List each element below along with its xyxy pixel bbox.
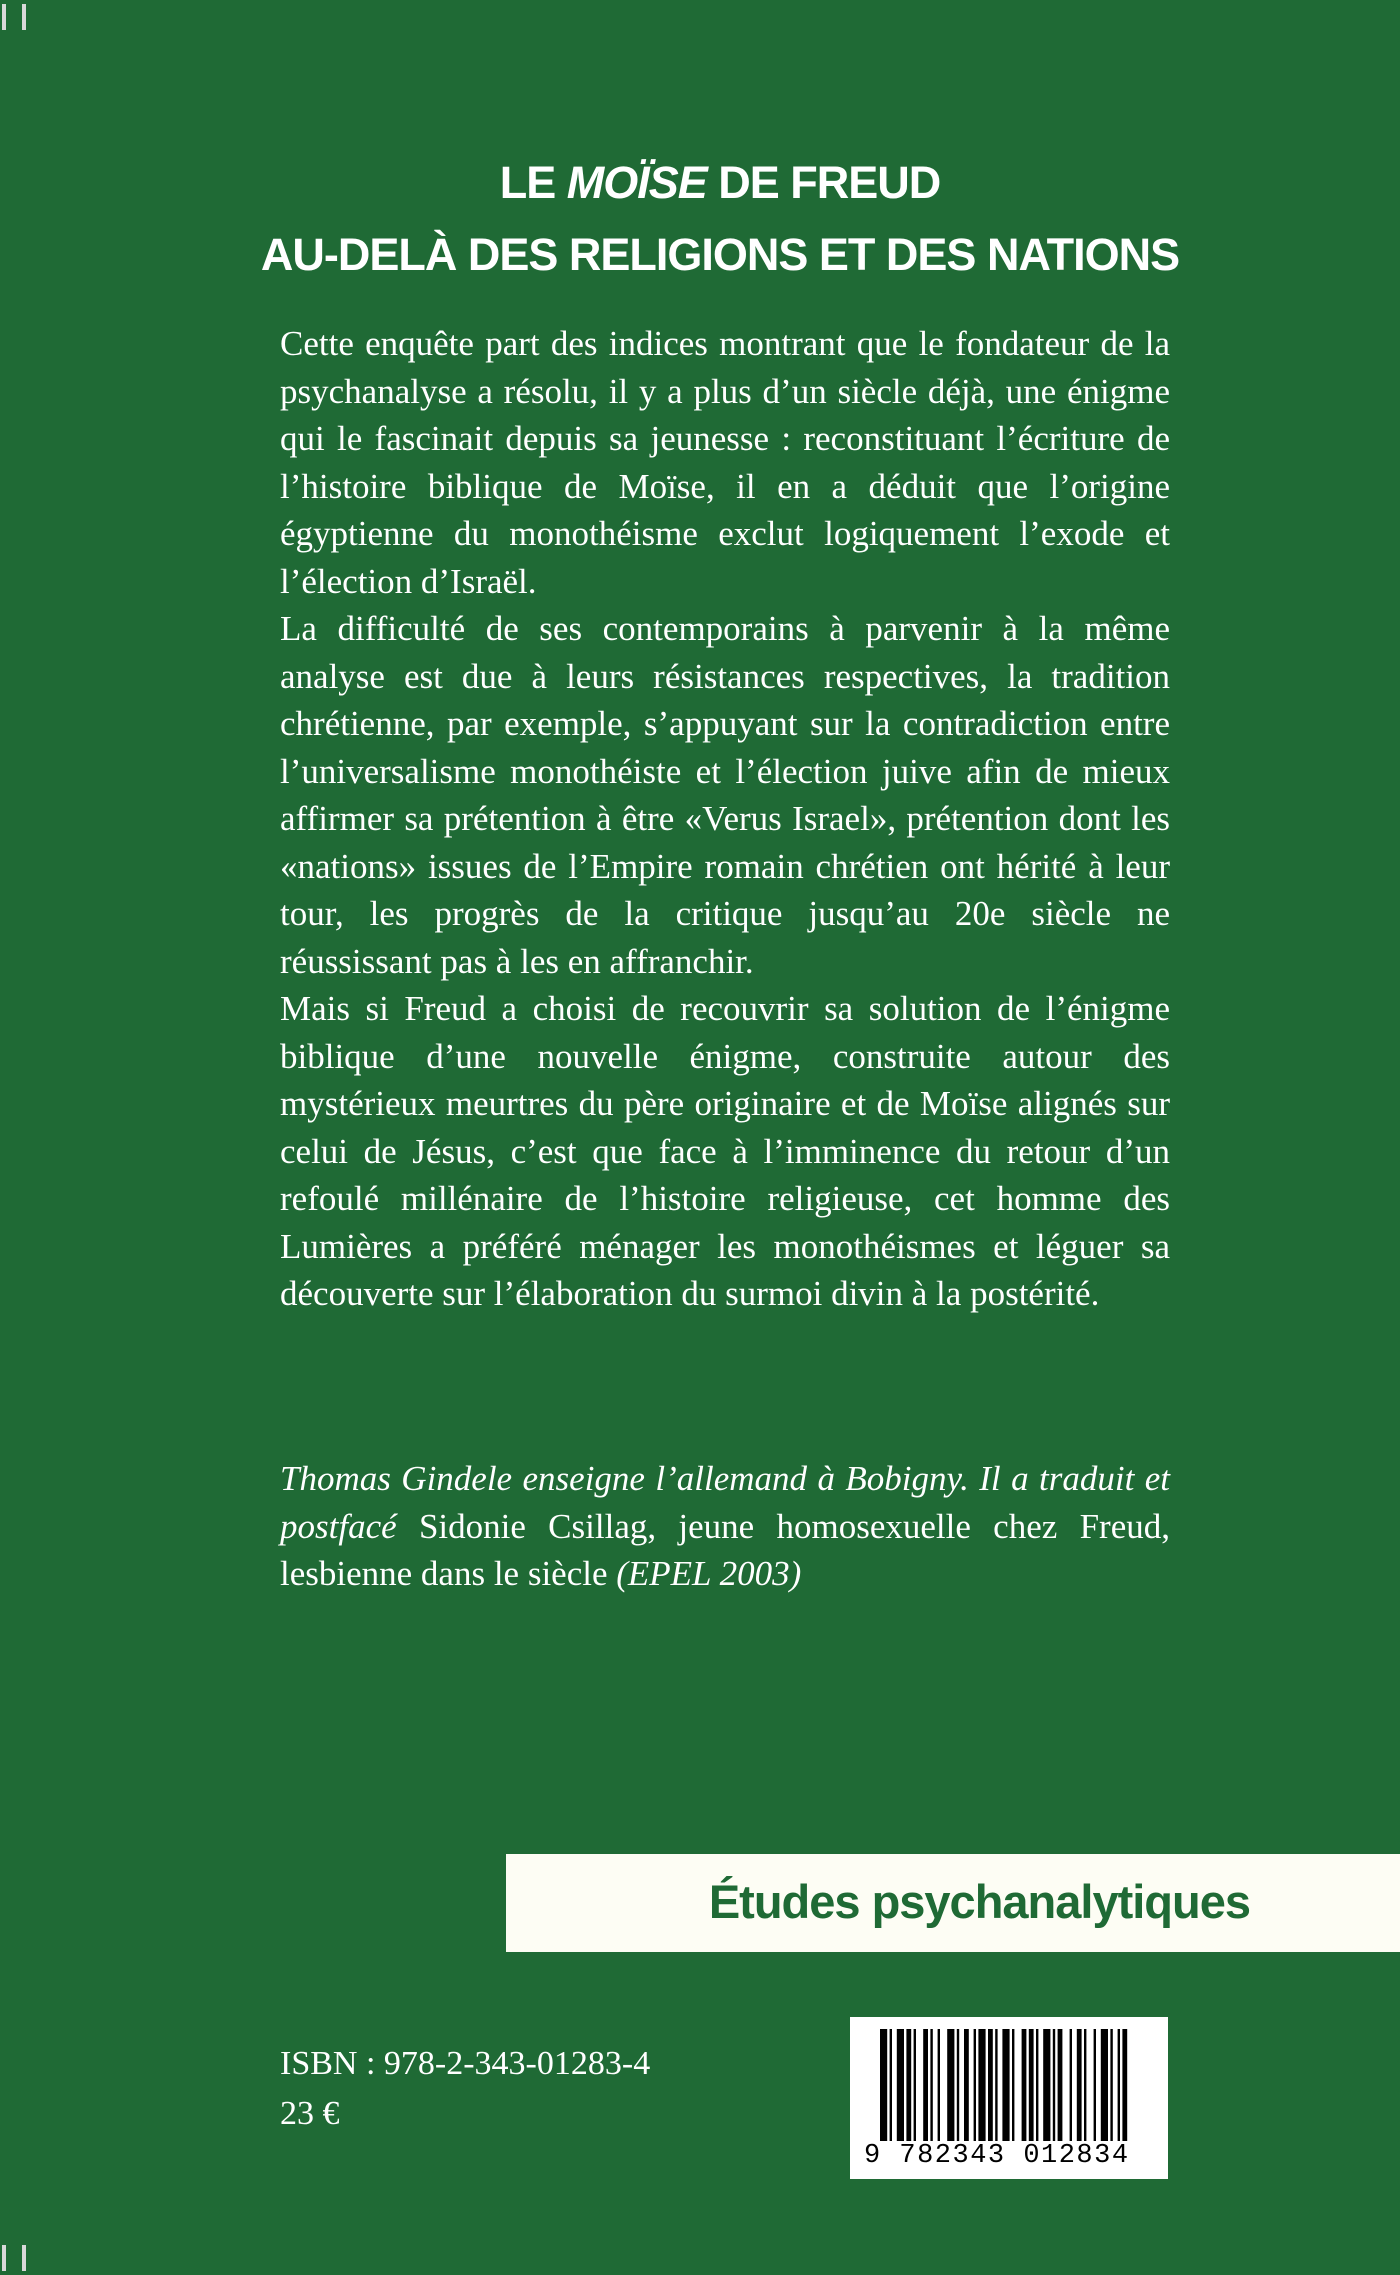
series-label: Études psychanalytiques <box>708 1875 1250 1928</box>
crop-mark <box>2 2245 6 2271</box>
blurb-paragraph: Cette enquête part des indices montrant que le fondateur de la psychanalyse a résolu, il y a plus d’un siècle déjà, une énigme qui le fascinait depuis sa jeunesse : reconstituant l’écriture de l’histoire biblique de Moïse, il en a déduit que l’origine égyptienne du monothéisme exclut logiquement l’exode et l’élection d’Israël. <box>280 324 1170 601</box>
title-prefix: LE <box>499 157 567 208</box>
author-bio-publisher: (EPEL 2003) <box>616 1554 802 1593</box>
crop-mark <box>22 2245 26 2271</box>
barcode <box>850 2017 1168 2179</box>
barcode-bars-icon <box>850 2017 1168 2147</box>
crop-mark <box>2 4 6 30</box>
isbn: ISBN : 978-2-343-01283-4 <box>280 2045 651 2082</box>
blurb-paragraph: La difficulté de ses contemporains à parvenir à la même analyse est due à leurs résistances respectives, la tradition chrétienne, par exemple, s’appuyant sur la contradiction entre l’universalisme monothéiste et l’élection juive afin de mieux affirmer sa prétention à être «Verus Israel», prétention dont les «nations» issues de l’Empire romain chrétien ont hérité à leur tour, les progrès de la critique jusqu’au 20e siècle ne réussissant pas à les en affranchir. <box>280 609 1170 981</box>
barcode-digits: 9 782343 012834 <box>864 2141 1130 2171</box>
crop-mark <box>22 4 26 30</box>
book-title-line-1 <box>0 147 1400 219</box>
title-italic-word: MOÏSE <box>566 157 707 208</box>
book-title-line-2: AU-DELÀ DES RELIGIONS ET DES NATIONS <box>260 229 1180 280</box>
title-suffix: DE FREUD <box>706 157 941 208</box>
price: 23 € <box>280 2095 340 2132</box>
author-bio <box>280 1455 1170 1598</box>
blurb-paragraph: Mais si Freud a choisi de recouvrir sa solution de l’énigme biblique d’une nouvelle énigme, construite autour des mystérieux meurtres du père originaire et de Moïse alignés sur celui de Jésus, c’est que face à l’imminence du retour d’un refoulé millénaire de l’histoire religieuse, cet homme des Lumières a préféré ménager les monothéismes et léguer sa découverte sur l’élaboration du surmoi divin à la postérité. <box>280 989 1170 1313</box>
blurb <box>280 320 1170 1318</box>
series-band <box>506 1854 1400 1952</box>
author-bio-book-title: Sidonie Csillag, jeune homosexuelle chez Freud, lesbienne dans le siècle <box>280 1506 1170 1593</box>
author-bio-intro: Thomas Gindele enseigne l’allemand à Bobigny. Il a traduit et postfacé <box>280 1459 1170 1546</box>
